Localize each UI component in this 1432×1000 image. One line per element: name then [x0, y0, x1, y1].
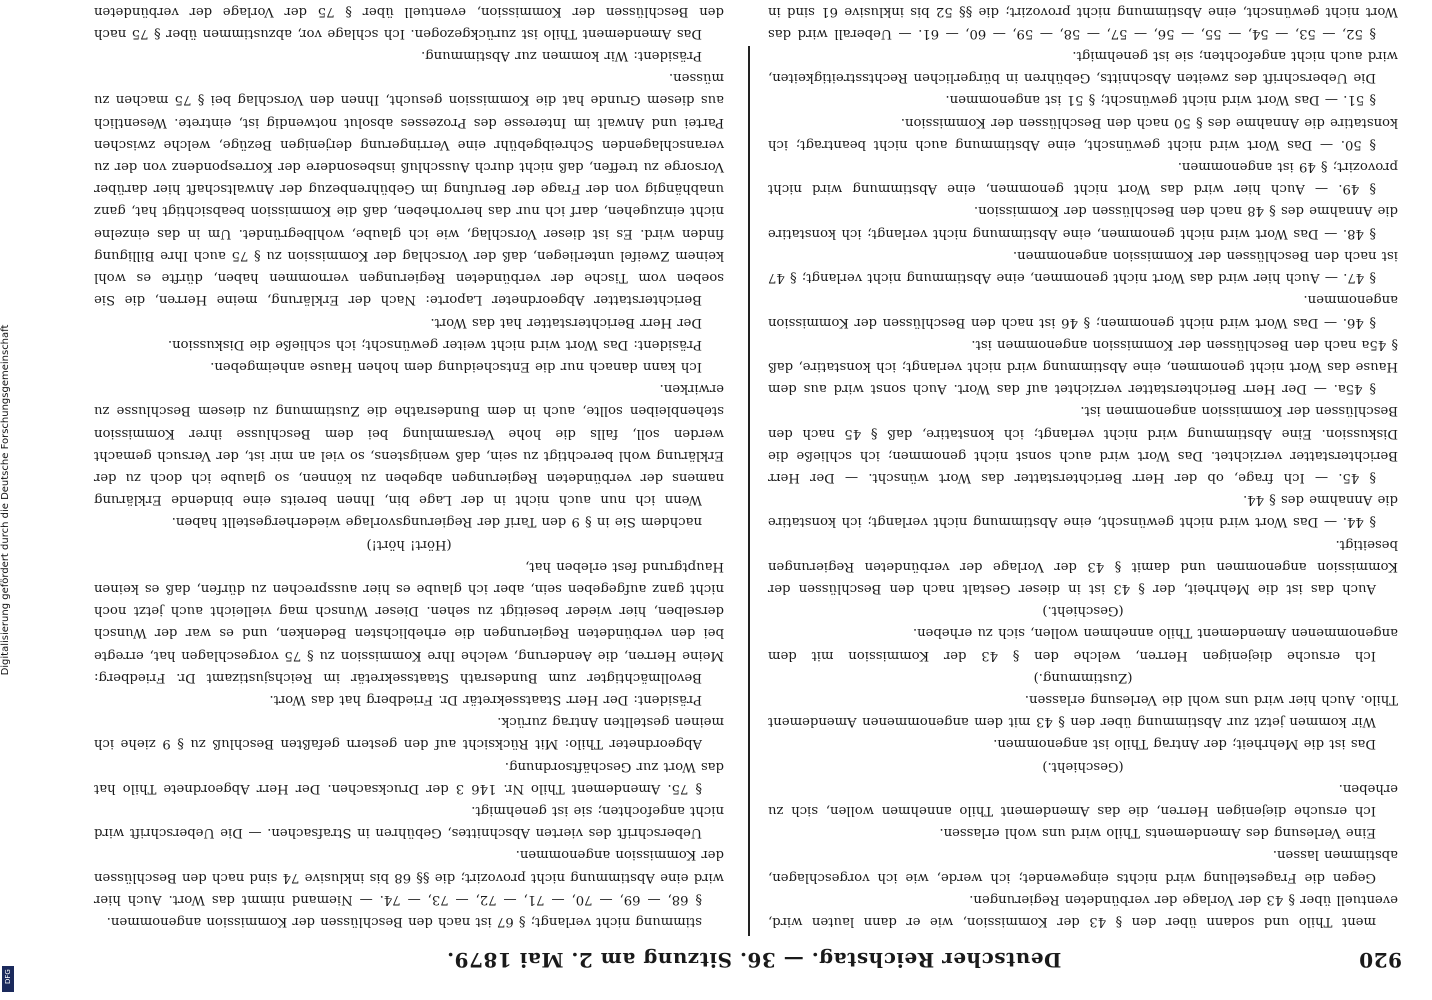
paragraph: Ich ersuche diejenigen Herren, welche den § 43 der Kommission mit dem angenommenen Amendement Thilo annehmen wollen, sich zu erheben.: [768, 625, 1398, 663]
paragraph: Auch das ist die Mehrheit, der § 43 ist in dieser Gestalt nach den Beschlüssen der Kommission angenommen und damit § 43 der Vorlage der verbündeten Regierungen beseitigt.: [768, 536, 1398, 596]
paragraph: § 47. — Auch hier wird das Wort nicht genommen, eine Abstimmung nicht verlangt; § 47 ist nach den Beschlüssen der Kommission angenommen.: [768, 247, 1398, 286]
paragraph: stimmung nicht verlangt; § 67 ist nach den Beschlüssen der Kommission angenommen.: [106, 914, 702, 929]
paragraph: Eine Verlesung des Amendements Thilo wird uns wohl erlassen.: [939, 825, 1376, 841]
paragraph: Das ist die Mehrheit; der Antrag Thilo ist angenommen.: [993, 736, 1376, 752]
paragraph: Das Amendement Thilo ist zurückgezogen. Ich schlage vor, abzustimmen über § 75 nach den Beschlüssen der Kommission, eventuell über § 75 der Vorlage der verbündeten: [94, 3, 724, 41]
paragraph: Wir kommen jetzt zur Abstimmung über den § 43 mit dem angenommenen Amendement Thilo. Auch hier wird uns wohl die Verlesung erlassen.: [768, 691, 1398, 730]
paragraph: (Geschieht.): [1042, 758, 1124, 774]
paragraph: § 52, — 53, — 54, — 55, — 56, — 57, — 58, — 59, — 60, — 61. — Ueberall wird das Wort nicht gewünscht, eine Abstimmung nicht provozirt; die §§ 52 bis inklusive 61 sind in: [768, 3, 1398, 41]
paragraph: Der Herr Berichterstatter hat das Wort.: [430, 314, 702, 330]
paragraph: Ueberschrift des vierten Abschnittes, Gebühren in Strafsachen. — Die Ueberschrift wird nicht angefochten; sie ist genehmigt.: [94, 802, 724, 841]
column-divider: [748, 46, 750, 936]
paragraph: nachdem Sie in § 9 den Tarif der Regierungsvorlage wiederhergestellt haben.: [171, 514, 702, 530]
paragraph: § 44. — Das Wort wird nicht gewünscht, eine Abstimmung nicht verlangt; ich konstatire die Annahme des § 44.: [768, 492, 1398, 530]
paragraph: § 51. — Das Wort wird nicht gewünscht; § 51 ist angenommen.: [945, 92, 1376, 108]
document-page: [94, 3, 1414, 976]
paragraph: Präsident: Das Wort wird nicht weiter gewünscht; ich schließe die Diskussion.: [167, 336, 702, 352]
page-number: 920: [1358, 948, 1402, 972]
paragraph: (Geschieht.): [1042, 603, 1124, 619]
paragraph: Präsident: Der Herr Staatssekretär Dr. Friedberg hat das Wort.: [269, 691, 702, 707]
page-header: [94, 942, 1414, 976]
paragraph: Berichterstatter Abgeordneter Laporte: Nach der Erklärung, meine Herren, die Sie soeben vom Tische der verbündeten Regierungen vernommen haben, dürfte es wohl keinem Zweifel unterliegen, daß der Vorschlag der Kommission zu § 75 auch Ihre Billigung finden wird. Es ist dieser Vorschlag, wie ich glaube, wohlbegründet. Um in das einzelne nicht einzugehen, darf ich nur das hervorheben, daß die Kommission beabsichtigt hat, ganz unabhängig von der Frage der Berufung im Gebührenbezug der Anwaltschaft hier darüber Vorsorge zu treffen, daß nicht durch Ausschluß insbesondere der Korrespondenz von der zu veranschlagenden Schreibgebühr eine Verringerung derjenigen Bezüge, welche zwischen Partei und Anwalt im Interesse des Prozesses absolut notwendig ist, eintrete. Wesentlich aus diesem Grunde hat die Kommission gesucht, Ihnen den Vorschlag bei § 75 machen zu müssen.: [94, 70, 724, 308]
paragraph: Präsident: Wir kommen zur Abstimmung.: [421, 48, 702, 64]
paragraph: § 49. — Auch hier wird das Wort nicht genommen, eine Abstimmung wird nicht provozirt; § 49 ist angenommen.: [768, 159, 1398, 197]
paragraph: Bevollmächtigter zum Bundesrath Staatssekretär im Reichsjustizamt Dr. Friedberg: Meine Herren, die Aenderung, welche Ihre Kommission zu § 75 vorgeschlagen hat, erregte bei den verbündeten Regierungen die erheblichsten Bedenken, und es war der Wunsch derselben, hier wieder beseitigt zu sehen. Dieser Wunsch mag vielleicht auch jetzt noch nicht ganz aufgegeben sein, aber ich glaube es hier aussprechen zu dürfen, daß es keinen Hauptgrund fest erleben hat,: [94, 558, 724, 685]
left-column: [768, 3, 1398, 932]
paragraph: § 68, — 69, — 70, — 71, — 72, — 73, — 74. — Niemand nimmt das Wort. Auch hier wird eine Abstimmung nicht provozirt; die §§ 68 bis inklusive 74 sind nach den Beschlüssen der Kommission angenommen.: [94, 847, 724, 907]
paragraph: Gegen die Fragestellung wird nichts eingewendet; ich werde, wie ich vorgeschlagen, abstimmen lassen.: [768, 847, 1398, 885]
paragraph: § 75. Amendement Thilo Nr. 146 3 der Drucksachen. Der Herr Abgeordnete Thilo hat das Wort zur Geschäftsordnung.: [94, 758, 724, 796]
credit-text: Digitalisierung gefördert durch die Deutsche Forschungsgemeinschaft: [0, 324, 11, 676]
paragraph: Ich kann danach nur die Entscheidung dem hohen Hause anheimgeben.: [210, 358, 702, 374]
page-title: Deutscher Reichstag. — 36. Sitzung am 2. Mai 1879.: [446, 948, 1062, 972]
paragraph: Die Ueberschrift des zweiten Abschnitts, Gebühren in bürgerlichen Rechtsstreitigkeiten, wird auch nicht angefochten; sie ist genehmigt.: [768, 48, 1398, 86]
paragraph: § 45a. — Der Herr Berichterstatter verzichtet auf das Wort. Auch sonst wird aus dem Hause das Wort nicht genommen, eine Abstimmung wird nicht verlangt; ich konstatire, daß § 45a nach den Beschlüssen der Kommission angenommen ist.: [768, 336, 1398, 397]
paragraph: § 45. — Ich frage, ob der Herr Berichterstatter das Wort wünscht. — Der Herr Berichterstatter verzichtet. Das Wort wird auch sonst nicht genommen; ich schließe die Diskussion. Eine Abstimmung wird nicht verlangt; ich konstatire, daß § 45 nach den Beschlüssen der Kommission angenommen ist.: [768, 403, 1398, 485]
right-column: [94, 3, 724, 932]
paragraph: (Zustimmung.): [1033, 669, 1133, 685]
paragraph: Ich ersuche diejenigen Herren, die das Amendement Thilo annehmen wollen, sich zu erheben.: [768, 780, 1398, 818]
paragraph: Abgeordneter Thilo: Mit Rücksicht auf den gestern gefaßten Beschluß zu § 9 ziehe ich meinen gestellten Antrag zurück.: [94, 714, 724, 752]
dfg-logo-text: DFG: [4, 969, 12, 984]
paragraph: § 50. — Das Wort wird nicht gewünscht, eine Abstimmung auch nicht beantragt; ich konstatire die Annahme des § 50 nach den Beschlüssen der Kommission.: [768, 114, 1398, 152]
paragraph: ment Thilo und sodann über den § 43 der Kommission, wie er dann lauten wird, eventuell über § 43 der Vorlage der verbündeten Regierungen.: [768, 891, 1398, 929]
paragraph: § 46. — Das Wort wird nicht genommen; § 46 ist nach den Beschlüssen der Kommission angenommen.: [768, 292, 1398, 330]
paragraph: (Hört! hört!): [366, 536, 452, 552]
paragraph: Wenn ich nun auch nicht in der Lage bin, Ihnen bereits eine bindende Erklärung namens der verbündeten Regierungen abgeben zu können, so glaube ich doch zu der Erklärung wohl berechtigt zu sein, daß wenigstens, so viel an mir ist, der Versuch gemacht werden soll, falls die hohe Versammlung bei dem Beschlusse ihrer Kommission stehenbleiben sollte, auch in dem Bundesrathe die Zustimmung zu diesem Beschlusse zu erwirken.: [94, 381, 724, 508]
paragraph: § 48. — Das Wort wird nicht genommen, eine Abstimmung nicht verlangt; ich konstatire die Annahme des § 48 nach den Beschlüssen der Kommission.: [768, 203, 1398, 241]
